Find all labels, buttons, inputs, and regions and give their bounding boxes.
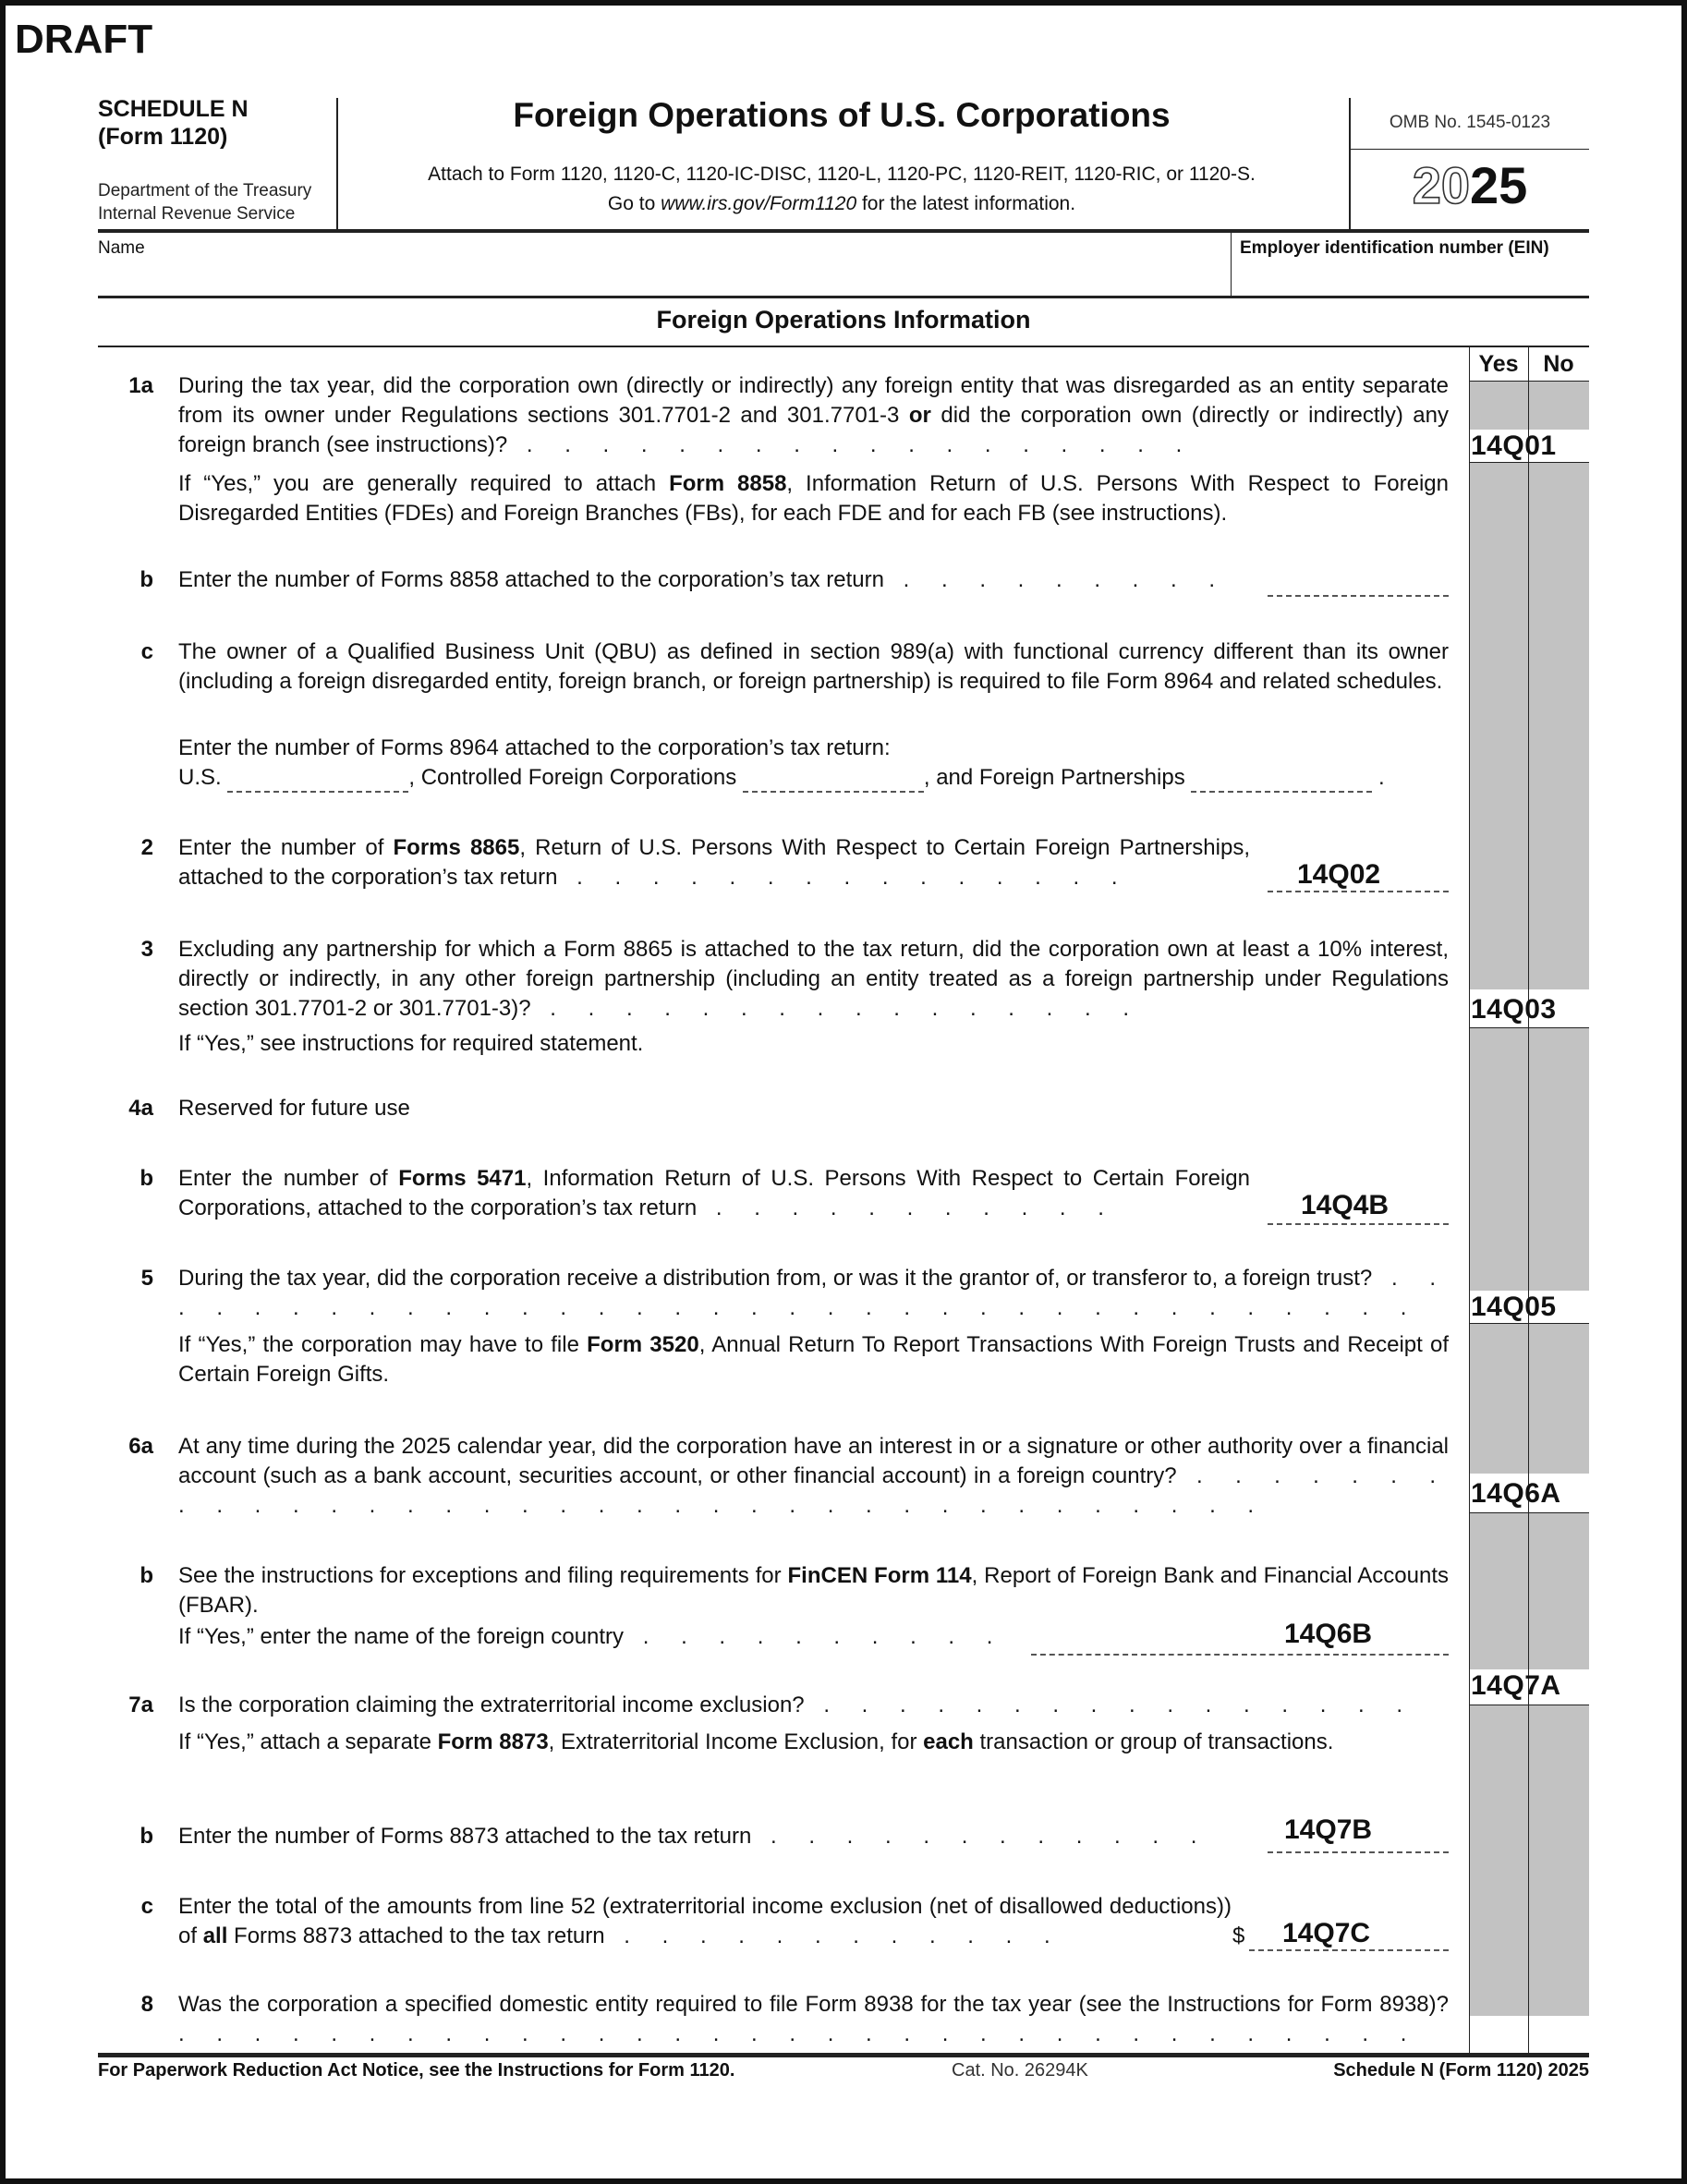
line-number: b bbox=[140, 1166, 153, 1191]
goto-line bbox=[338, 189, 1345, 219]
irs-link[interactable]: www.irs.gov/Form1120 bbox=[661, 193, 857, 214]
text-bold: Form 3520 bbox=[587, 1332, 699, 1357]
text: , Report of Foreign Bank and Financial Accounts (FBAR). bbox=[178, 1563, 1449, 1618]
leader-dots: . . . . . . . . . . . . bbox=[604, 1923, 1063, 1948]
irs-line: Internal Revenue Service bbox=[98, 204, 296, 224]
line-6b-text bbox=[178, 1561, 1449, 1620]
text: At any time during the 2025 calendar year, did the corporation have an interest in or a signature or other authority over a financial account (such as a bank account, securities account, or other financial account) in a foreign country? bbox=[178, 1434, 1449, 1488]
line-number: c bbox=[140, 639, 153, 664]
shade-block bbox=[1470, 1705, 1589, 2016]
line-5-note bbox=[178, 1330, 1449, 1389]
schedule-id bbox=[98, 95, 249, 151]
text: If “Yes,” the corporation may have to file bbox=[178, 1332, 588, 1357]
line-number: 5 bbox=[140, 1266, 153, 1291]
foreign-country-value: 14Q6B bbox=[1284, 1619, 1373, 1649]
text: Excluding any partnership for which a Form 8865 is attached to the tax return, did the corporation own at least a 10% interest, directly or indirectly, in any other foreign partnership (including an entity treated as a foreign partnership under Regulations section 301.7701-2 or 301.7701-3)? bbox=[178, 937, 1449, 1021]
text: did the corporation own (directly or indirectly) any foreign branch (see instructions)? bbox=[178, 403, 1449, 457]
form-reference: (Form 1120) bbox=[98, 124, 228, 150]
leader-dots: . . . . . . . . . bbox=[883, 567, 1229, 592]
forms-8858-count-field[interactable] bbox=[1268, 595, 1449, 597]
line-number: b bbox=[140, 1563, 153, 1588]
row-rule bbox=[1469, 1323, 1589, 1324]
text-bold: Forms 5471 bbox=[398, 1166, 527, 1191]
line-1c-prompt: Enter the number of Forms 8964 attached to the corporation’s tax return: bbox=[178, 735, 891, 760]
us-label: U.S. bbox=[178, 765, 222, 790]
yes-header: Yes bbox=[1478, 351, 1519, 377]
leader-dots: . . . . . . . . . . . . . . . . . . . . . . . . . . . . . . . . . . . . bbox=[178, 1463, 1449, 1518]
foreign-country-field[interactable] bbox=[1031, 1654, 1449, 1656]
year-bold: 25 bbox=[1470, 156, 1528, 214]
schedule-name: SCHEDULE N bbox=[98, 96, 249, 122]
omb-number: OMB No. 1545-0123 bbox=[1389, 113, 1551, 132]
line-number: c bbox=[140, 1894, 153, 1919]
text-bold: all bbox=[202, 1923, 228, 1948]
text: Enter the number of bbox=[178, 835, 394, 860]
shade-block bbox=[1470, 1028, 1589, 1291]
forms-8865-count-field[interactable] bbox=[1268, 891, 1449, 892]
text: If “Yes,” you are generally required to attach bbox=[178, 471, 670, 496]
answer-5[interactable]: 14Q05 bbox=[1471, 1292, 1557, 1322]
line-number: b bbox=[140, 567, 153, 592]
text-bold: FinCEN Form 114 bbox=[787, 1563, 972, 1588]
form-identifier: Schedule N (Form 1120) 2025 bbox=[1333, 2060, 1589, 2081]
text-bold: Forms 8865 bbox=[393, 835, 520, 860]
leader-dots: . . . . . . . . . . . . . . . . . . . . . . . . . . . . . . . . . bbox=[178, 2021, 1420, 2046]
yes-col-left-border bbox=[1469, 347, 1470, 2057]
text: If “Yes,” attach a separate bbox=[178, 1729, 438, 1754]
line-6b-prompt bbox=[178, 1622, 1010, 1652]
line-7a-note bbox=[178, 1728, 1449, 1757]
text: , Information Return of U.S. Persons With Respect to Foreign Disregarded Entities (FDEs) and Foreign Branches (FBs), for each FDE and for each FB (see instructions). bbox=[178, 471, 1449, 526]
leader-dots: . . . . . . . . . . . . . . . . . . bbox=[507, 432, 1195, 457]
shade-block bbox=[1470, 463, 1589, 989]
line-1c-text: The owner of a Qualified Business Unit (QBU) as defined in section 989(a) with functional currency different than its owner (including a foreign disregarded entity, foreign branch, or foreign partnership) is required to file Form 8964 and related schedules. bbox=[178, 639, 1449, 694]
line-number: 2 bbox=[140, 835, 153, 860]
text: , Information Return of U.S. Persons With Respect to Certain Foreign Corporations, attached to the corporation’s tax return bbox=[178, 1166, 1251, 1220]
line-number: 8 bbox=[140, 1992, 153, 2017]
line-7c-question bbox=[178, 1892, 1232, 1951]
forms-5471-count-value: 14Q4B bbox=[1301, 1190, 1390, 1220]
text: Enter the number of Forms 8873 attached to the tax return bbox=[178, 1824, 752, 1849]
goto-prefix: Go to bbox=[607, 193, 661, 214]
text: Was the corporation a specified domestic entity required to file Form 8938 for the tax year (see the Instructions for Form 8938)? bbox=[178, 1992, 1449, 2017]
line-number: 6a bbox=[128, 1434, 153, 1459]
text: Enter the number of Forms 8858 attached to the corporation’s tax return bbox=[178, 567, 884, 592]
us-forms-field[interactable] bbox=[227, 770, 408, 793]
shade-block bbox=[1470, 1324, 1589, 1474]
period: . bbox=[1378, 765, 1385, 790]
line-number: 1a bbox=[128, 373, 153, 398]
yes-no-divider bbox=[1528, 347, 1529, 2057]
line-1a-note bbox=[178, 469, 1449, 528]
line-1b-question bbox=[178, 565, 1241, 595]
draft-watermark: DRAFT bbox=[15, 17, 153, 62]
row-rule bbox=[1469, 462, 1589, 463]
line-number: 3 bbox=[140, 937, 153, 962]
department-line: Department of the Treasury bbox=[98, 181, 312, 200]
answer-3[interactable]: 14Q03 bbox=[1471, 994, 1557, 1025]
text: Is the corporation claiming the extraterritorial income exclusion? bbox=[178, 1693, 805, 1717]
fp-label: , and Foreign Partnerships bbox=[923, 765, 1185, 790]
omb-divider bbox=[1351, 149, 1589, 150]
line-1a-question bbox=[178, 371, 1449, 460]
leader-dots: . . . . . . . . . . . . . . . . bbox=[530, 996, 1142, 1021]
text: transaction or group of transactions. bbox=[973, 1729, 1334, 1754]
leader-dots: . . . . . . . . . . . . . . . . bbox=[804, 1693, 1416, 1717]
forms-5471-count-field[interactable] bbox=[1268, 1223, 1449, 1225]
goto-suffix: for the latest information. bbox=[856, 193, 1076, 214]
line-3-question bbox=[178, 935, 1449, 1024]
answer-1a[interactable]: 14Q01 bbox=[1471, 431, 1557, 461]
year-outline: 20 bbox=[1412, 156, 1470, 214]
line-8-question bbox=[178, 1990, 1449, 2049]
leader-dots: . . . . . . . . . . . . . . . . . . . . . . . . . . . . . . . . . . . bbox=[178, 1266, 1449, 1320]
section-title: Foreign Operations Information bbox=[656, 306, 1031, 334]
ident-rule bbox=[98, 296, 1589, 298]
agency bbox=[98, 179, 311, 225]
eti-exclusion-amount-field[interactable] bbox=[1249, 1949, 1449, 1951]
shade-block bbox=[1470, 382, 1589, 430]
line-2-question bbox=[178, 833, 1250, 892]
text: Enter the number of bbox=[178, 1166, 399, 1191]
text: During the tax year, did the corporation own (directly or indirectly) any foreign entity that was disregarded as an entity separate from its owner under Regulations sections 301.7701-2 and 301.7701-3 bbox=[178, 373, 1449, 428]
attach-line: Attach to Form 1120, 1120-C, 1120-IC-DISC, 1120-L, 1120-PC, 1120-REIT, 1120-RIC, or 1120-S. bbox=[428, 164, 1256, 185]
text-bold: each bbox=[923, 1729, 974, 1754]
text: , Return of U.S. Persons With Respect to Certain Foreign Partnerships, attached to the corporation’s tax return bbox=[178, 835, 1250, 890]
row-rule bbox=[1469, 1027, 1589, 1028]
text: , Annual Return To Report Transactions With Foreign Trusts and Receipt of Certain Foreign Gifts. bbox=[178, 1332, 1449, 1387]
text: See the instructions for exceptions and filing requirements for bbox=[178, 1563, 788, 1588]
leader-dots: . . . . . . . . . . . bbox=[697, 1195, 1117, 1220]
line-4b-question bbox=[178, 1164, 1250, 1223]
leader-dots: . . . . . . . . . . bbox=[624, 1624, 1006, 1649]
line-6a-question bbox=[178, 1432, 1449, 1521]
line-3-note: If “Yes,” see instructions for required statement. bbox=[178, 1031, 644, 1056]
yn-header-rule bbox=[1469, 381, 1589, 382]
forms-8873-count-field[interactable] bbox=[1268, 1851, 1449, 1853]
text-bold: Form 8858 bbox=[669, 471, 787, 496]
section-rule bbox=[98, 346, 1589, 347]
ein-label: Employer identification number (EIN) bbox=[1240, 238, 1549, 258]
line-7a-question bbox=[178, 1691, 1449, 1720]
ein-field[interactable] bbox=[1240, 262, 1585, 294]
text-bold: Form 8873 bbox=[437, 1729, 549, 1754]
paperwork-notice: For Paperwork Reduction Act Notice, see the Instructions for Form 1120. bbox=[98, 2060, 735, 2081]
line-7b-question bbox=[178, 1822, 1250, 1851]
answer-6a[interactable]: 14Q6A bbox=[1471, 1478, 1561, 1509]
no-header: No bbox=[1543, 351, 1574, 377]
text: Enter the total of the amounts from line 52 (extraterritorial income exclusion (net of disallowed deductions)) of bbox=[178, 1894, 1232, 1948]
forms-8865-count-value: 14Q02 bbox=[1297, 859, 1381, 890]
answer-7a[interactable]: 14Q7A bbox=[1471, 1670, 1561, 1701]
ein-divider bbox=[1231, 233, 1232, 297]
attach-instructions bbox=[338, 160, 1345, 219]
answer-8-yes[interactable] bbox=[1470, 2017, 1528, 2054]
name-label: Name bbox=[98, 238, 145, 258]
dollar-sign: $ bbox=[1232, 1923, 1245, 1948]
leader-dots: . . . . . . . . . . . . bbox=[751, 1824, 1210, 1849]
cfc-label: , Controlled Foreign Corporations bbox=[408, 765, 737, 790]
line-number: b bbox=[140, 1824, 153, 1849]
form-title: Foreign Operations of U.S. Corporations bbox=[513, 96, 1171, 134]
line-number: 7a bbox=[128, 1693, 153, 1717]
text: If “Yes,” enter the name of the foreign country bbox=[178, 1624, 625, 1649]
text: , Extraterritorial Income Exclusion, for bbox=[548, 1729, 924, 1754]
forms-8873-count-value: 14Q7B bbox=[1284, 1814, 1373, 1845]
cfc-forms-field[interactable] bbox=[743, 770, 924, 793]
line-4a-text: Reserved for future use bbox=[178, 1096, 410, 1121]
row-rule bbox=[1469, 1512, 1589, 1513]
line-5-question bbox=[178, 1264, 1449, 1323]
header-rule bbox=[98, 229, 1589, 233]
text: During the tax year, did the corporation receive a distribution from, or was it the grantor of, or transferor to, a foreign trust? bbox=[178, 1266, 1373, 1291]
fp-forms-field[interactable] bbox=[1191, 770, 1372, 793]
footer-rule bbox=[98, 2053, 1589, 2057]
name-field[interactable] bbox=[98, 261, 1225, 294]
shade-block bbox=[1470, 1513, 1589, 1669]
line-number: 4a bbox=[128, 1096, 153, 1121]
eti-exclusion-amount-value: 14Q7C bbox=[1282, 1918, 1371, 1948]
catalog-number: Cat. No. 26294K bbox=[952, 2060, 1088, 2081]
leader-dots: . . . . . . . . . . . . . . . bbox=[557, 865, 1131, 890]
text: Forms 8873 attached to the tax return bbox=[227, 1923, 605, 1948]
answer-8-no[interactable] bbox=[1530, 2017, 1589, 2054]
line-1c-inputs bbox=[178, 763, 1449, 793]
tax-year bbox=[1351, 155, 1589, 216]
text-bold: or bbox=[908, 403, 931, 428]
